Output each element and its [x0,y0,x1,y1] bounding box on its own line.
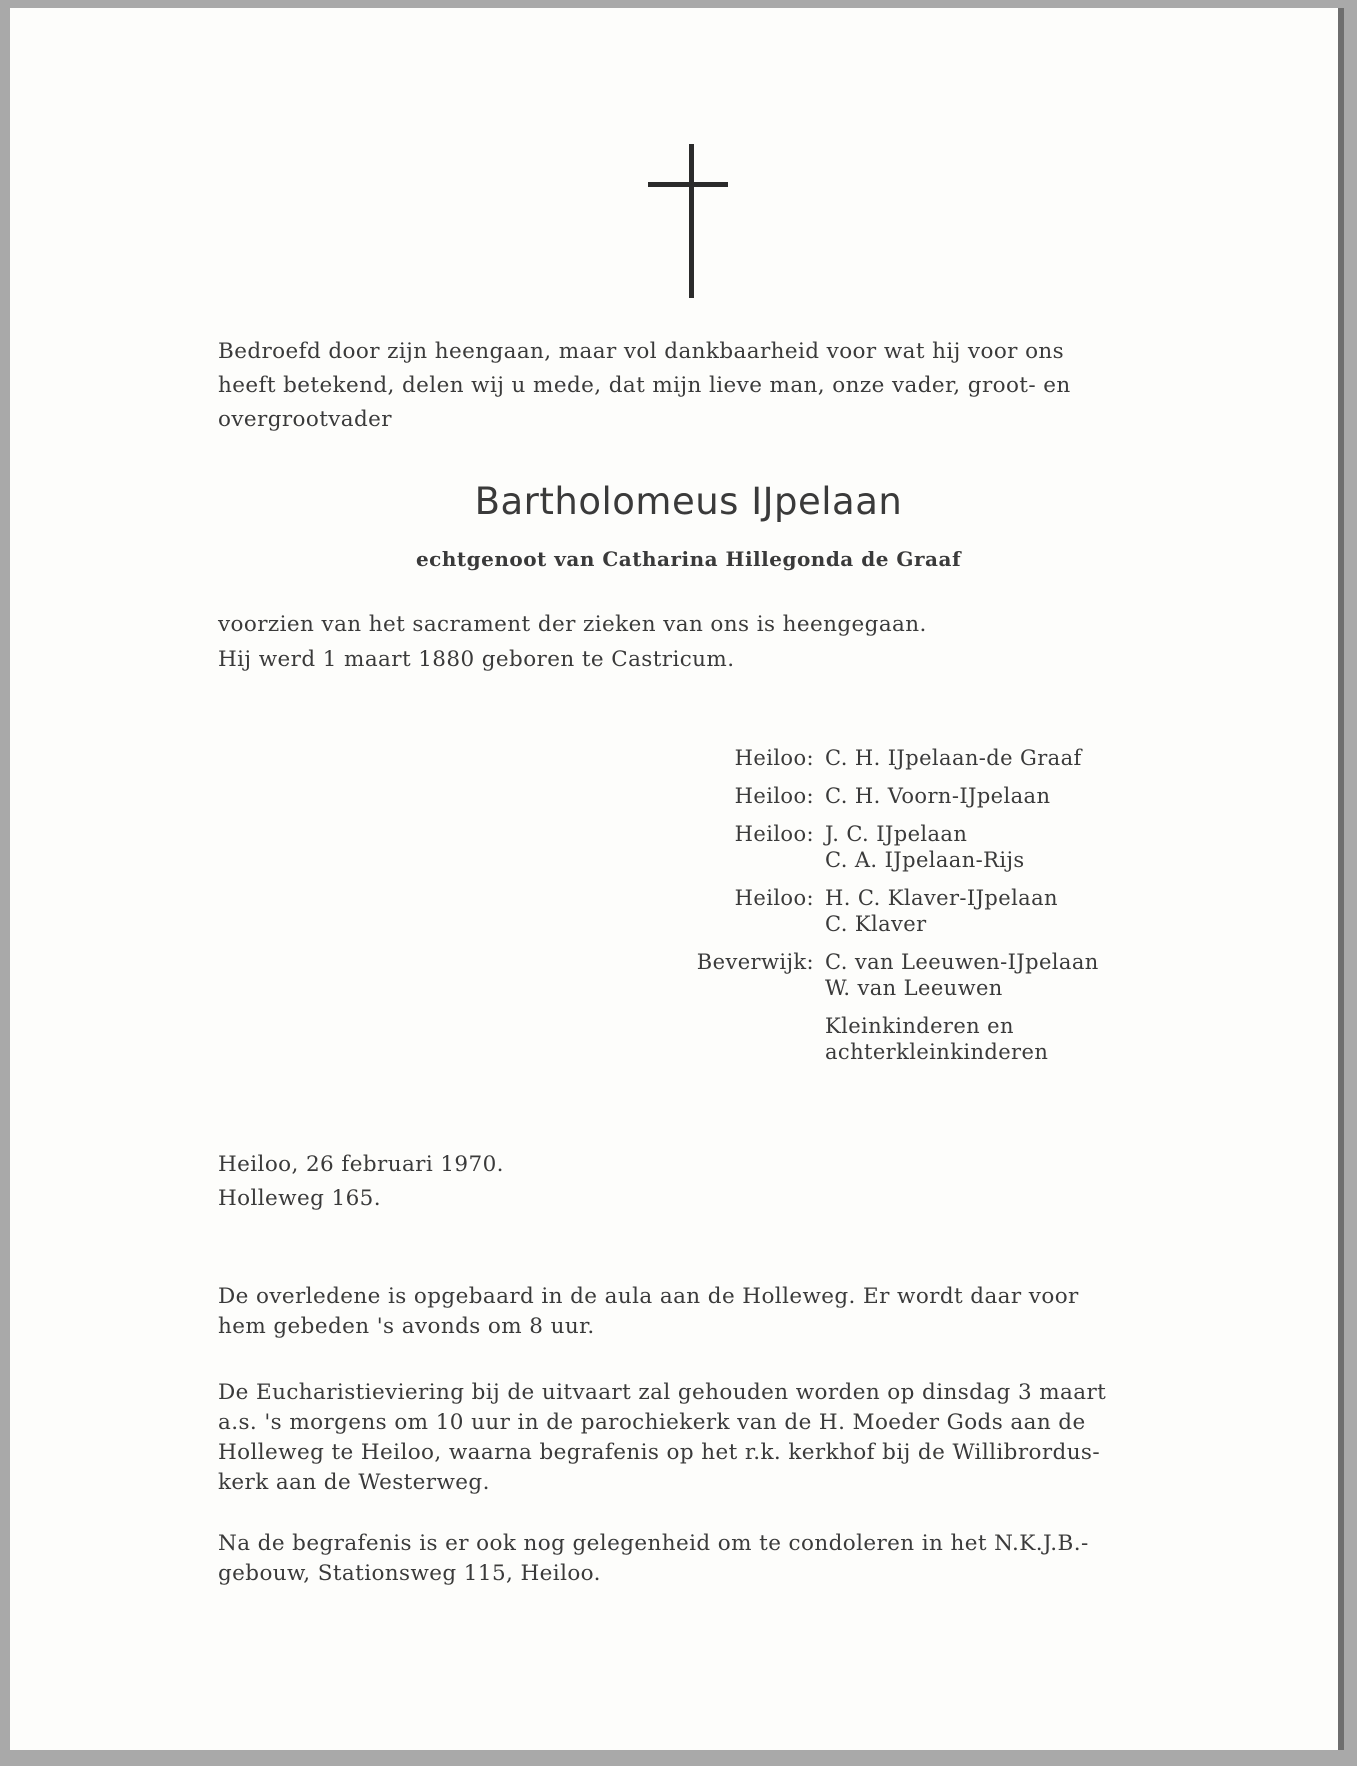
family-name: C. H. IJpelaan-de Graaf [825,746,1082,770]
family-entry [610,821,1210,873]
mass-paragraph [218,1378,1153,1498]
intro-paragraph [218,335,1153,437]
condolence-line: Na de begrafenis is er ook nog gelegenheid om te condoleren in het N.K.J.B.- [218,1531,1089,1556]
date-line: Heiloo, 26 februari 1970. [218,1152,504,1177]
intro-line: heeft betekend, delen wij u mede, dat mijn lieve man, onze vader, groot- en [218,373,1071,398]
aula-line: hem gebeden 's avonds om 8 uur. [218,1314,595,1339]
family-place: Heiloo: [734,886,814,910]
family-entry [610,949,1210,1001]
spouse-line: echtgenoot van Catharina Hillegonda de Graaf [415,547,962,571]
sacrament-paragraph [218,607,1153,677]
family-name: C. Klaver [825,912,927,936]
mourning-card [10,8,1344,1750]
mass-line: a.s. 's morgens om 10 uur in de parochiekerk van de H. Moeder Gods aan de [218,1410,1086,1435]
family-list [610,745,1210,1065]
family-place: Beverwijk: [696,950,814,974]
family-entry [610,885,1210,937]
family-name: J. C. IJpelaan [825,822,968,846]
family-name: C. A. IJpelaan-Rijs [825,848,1025,872]
family-place: Heiloo: [734,746,814,770]
condolence-paragraph [218,1529,1153,1589]
address-line: Holleweg 165. [218,1186,381,1211]
intro-line: overgrootvader [218,407,392,432]
family-name: C. H. Voorn-IJpelaan [825,784,1051,808]
family-name: C. van Leeuwen-IJpelaan [825,950,1099,974]
family-place: Heiloo: [734,784,814,808]
family-place [610,1013,825,1065]
family-name: H. C. Klaver-IJpelaan [825,886,1058,910]
mass-line: kerk aan de Westerweg. [218,1470,490,1495]
family-place: Heiloo: [734,822,814,846]
family-name: achterkleinkinderen [825,1040,1049,1064]
aula-paragraph [218,1282,1153,1342]
deceased-name: Bartholomeus IJpelaan [474,480,903,523]
family-entry [610,783,1210,809]
family-entry [610,745,1210,771]
mass-line: De Eucharistieviering bij de uitvaart zal gehouden worden op dinsdag 3 maart [218,1380,1107,1405]
birth-line: Hij werd 1 maart 1880 geboren te Castricum. [218,647,735,672]
sacrament-line: voorzien van het sacrament der zieken van ons is heengegaan. [218,612,927,637]
aula-line: De overledene is opgebaard in de aula aan de Holleweg. Er wordt daar voor [218,1284,1079,1309]
family-name: W. van Leeuwen [825,976,1003,1000]
family-name: Kleinkinderen en [825,1014,1014,1038]
condolence-line: gebouw, Stationsweg 115, Heiloo. [218,1561,601,1586]
intro-line: Bedroefd door zijn heengaan, maar vol dankbaarheid voor wat hij voor ons [218,339,1065,364]
date-address [218,1148,1153,1216]
mass-line: Holleweg te Heiloo, waarna begrafenis op het r.k. kerkhof bij de Willibrordus- [218,1440,1101,1465]
cross-icon [648,144,728,298]
family-entry [610,1013,1210,1065]
